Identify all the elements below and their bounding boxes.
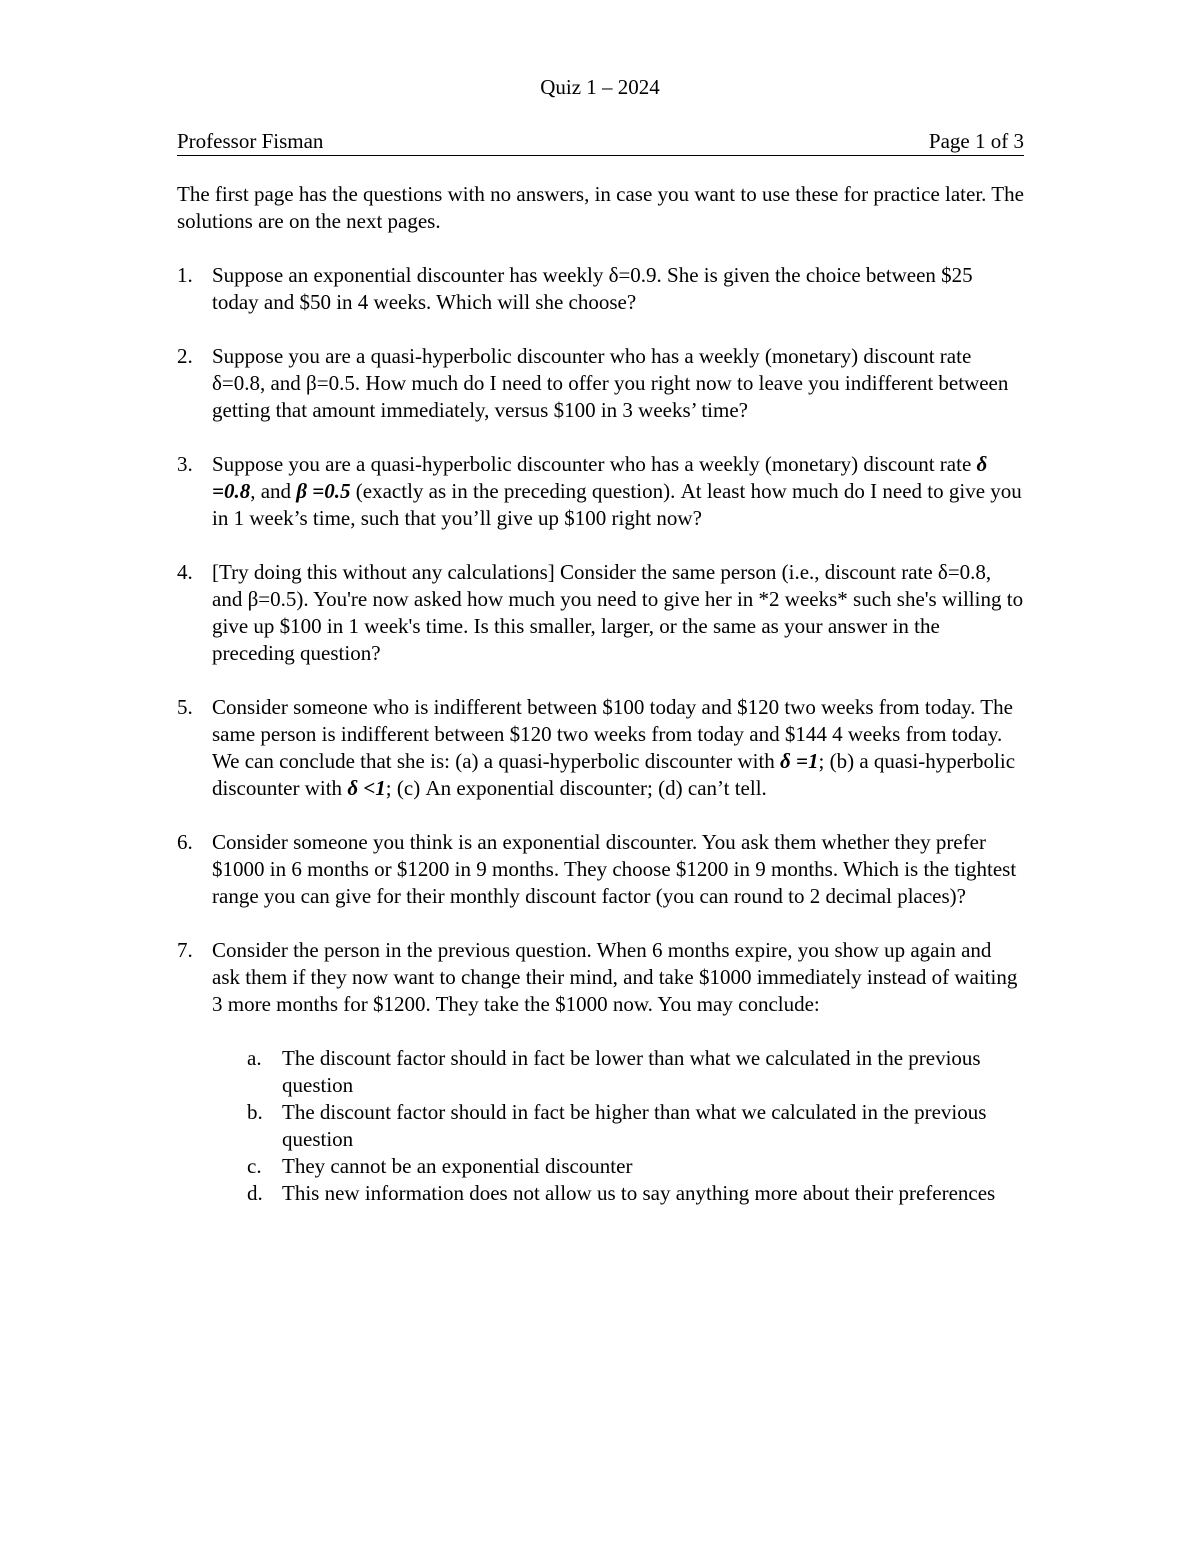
question-number: 3. (177, 452, 193, 476)
math-delta-value: δ =0.8 (212, 452, 988, 503)
option-a (212, 1045, 1024, 1099)
question-number: 4. (177, 560, 193, 584)
math-delta-less-than-one: δ <1 (347, 776, 386, 800)
question-text-part: Suppose you are a quasi-hyperbolic discounter who has a weekly (monetary) discount rate (212, 452, 977, 476)
question-text: Suppose you are a quasi-hyperbolic discounter who has a weekly (monetary) discount rate δ=0.8, and β=0.5. How much do I need to offer you right now to leave you indifferent between getting that amount immediately, versus $100 in 3 weeks’ time? (212, 344, 1009, 422)
question-text-part: ; (c) An exponential discounter; (d) can’t tell. (385, 776, 767, 800)
question-text: Suppose an exponential discounter has weekly δ=0.9. She is given the choice between $25 today and $50 in 4 weeks. Which will she choose? (212, 263, 973, 314)
option-letter: a. (247, 1046, 262, 1070)
question-number: 7. (177, 938, 193, 962)
question-text: Consider someone you think is an exponential discounter. You ask them whether they prefer $1000 in 6 months or $1200 in 9 months. They choose $1200 in 9 months. Which is the tightest range you can give for their monthly discount factor (you can round to 2 decimal places)? (212, 830, 1017, 908)
question-4 (177, 559, 1024, 667)
question-7 (177, 937, 1024, 1207)
question-text: [Try doing this without any calculations] Consider the same person (i.e., discount rate δ=0.8, and β=0.5). You're now asked how much you need to give her in *2 weeks* such she's willing to give up $100 in 1 week's time. Is this smaller, larger, or the same as your answer in the preceding question? (212, 560, 1024, 665)
document-title: Quiz 1 – 2024 (540, 75, 660, 99)
question-text (212, 694, 1024, 802)
question-text: Consider the person in the previous question. When 6 months expire, you show up again and ask them if they now want to change their mind, and take $1000 immediately instead of waiting 3 more months for $1200. They take the $1000 now. You may conclude: (212, 938, 1018, 1016)
question-2 (177, 343, 1024, 424)
option-letter: d. (247, 1181, 263, 1205)
question-5 (177, 694, 1024, 802)
page-header (177, 128, 1024, 156)
question-number: 6. (177, 830, 193, 854)
option-text: They cannot be an exponential discounter (282, 1154, 633, 1178)
option-c (212, 1153, 1024, 1180)
option-text: The discount factor should in fact be lower than what we calculated in the previous question (282, 1046, 981, 1097)
intro-paragraph: The first page has the questions with no answers, in case you want to use these for practice later. The solutions are on the next pages. (177, 182, 1024, 233)
option-text: The discount factor should in fact be higher than what we calculated in the previous question (282, 1100, 987, 1151)
question-text-part: (exactly as in the preceding question). At least how much do I need to give you in 1 week’s time, such that you’ll give up $100 right now? (212, 479, 1022, 530)
option-d (212, 1180, 1024, 1207)
question-text-part: , and (250, 479, 297, 503)
math-beta-value: β =0.5 (296, 479, 351, 503)
question-number: 5. (177, 695, 193, 719)
page-number: Page 1 of 3 (928, 129, 1024, 153)
question-text-part: Consider someone who is indifferent between $100 today and $120 two weeks from today. The same person is indifferent between $120 two weeks from today and $144 4 weeks from today. We can conclude that she is: (a) a quasi-hyperbolic discounter with (212, 695, 1013, 773)
question-3 (177, 451, 1024, 532)
option-letter: b. (247, 1100, 263, 1124)
question-list (177, 262, 1024, 1234)
option-letter: c. (247, 1154, 262, 1178)
question-6 (177, 829, 1024, 910)
question-number: 2. (177, 344, 193, 368)
question-1 (177, 262, 1024, 316)
math-delta-equals-one: δ =1 (780, 749, 819, 773)
question-text-part: ; (b) a quasi-hyperbolic discounter with (212, 749, 1016, 800)
answer-options (212, 1045, 1024, 1207)
option-text: This new information does not allow us to say anything more about their preferences (282, 1181, 996, 1205)
professor-name: Professor Fisman (177, 129, 324, 153)
question-text (212, 451, 1024, 532)
option-b (212, 1099, 1024, 1153)
question-number: 1. (177, 263, 193, 287)
